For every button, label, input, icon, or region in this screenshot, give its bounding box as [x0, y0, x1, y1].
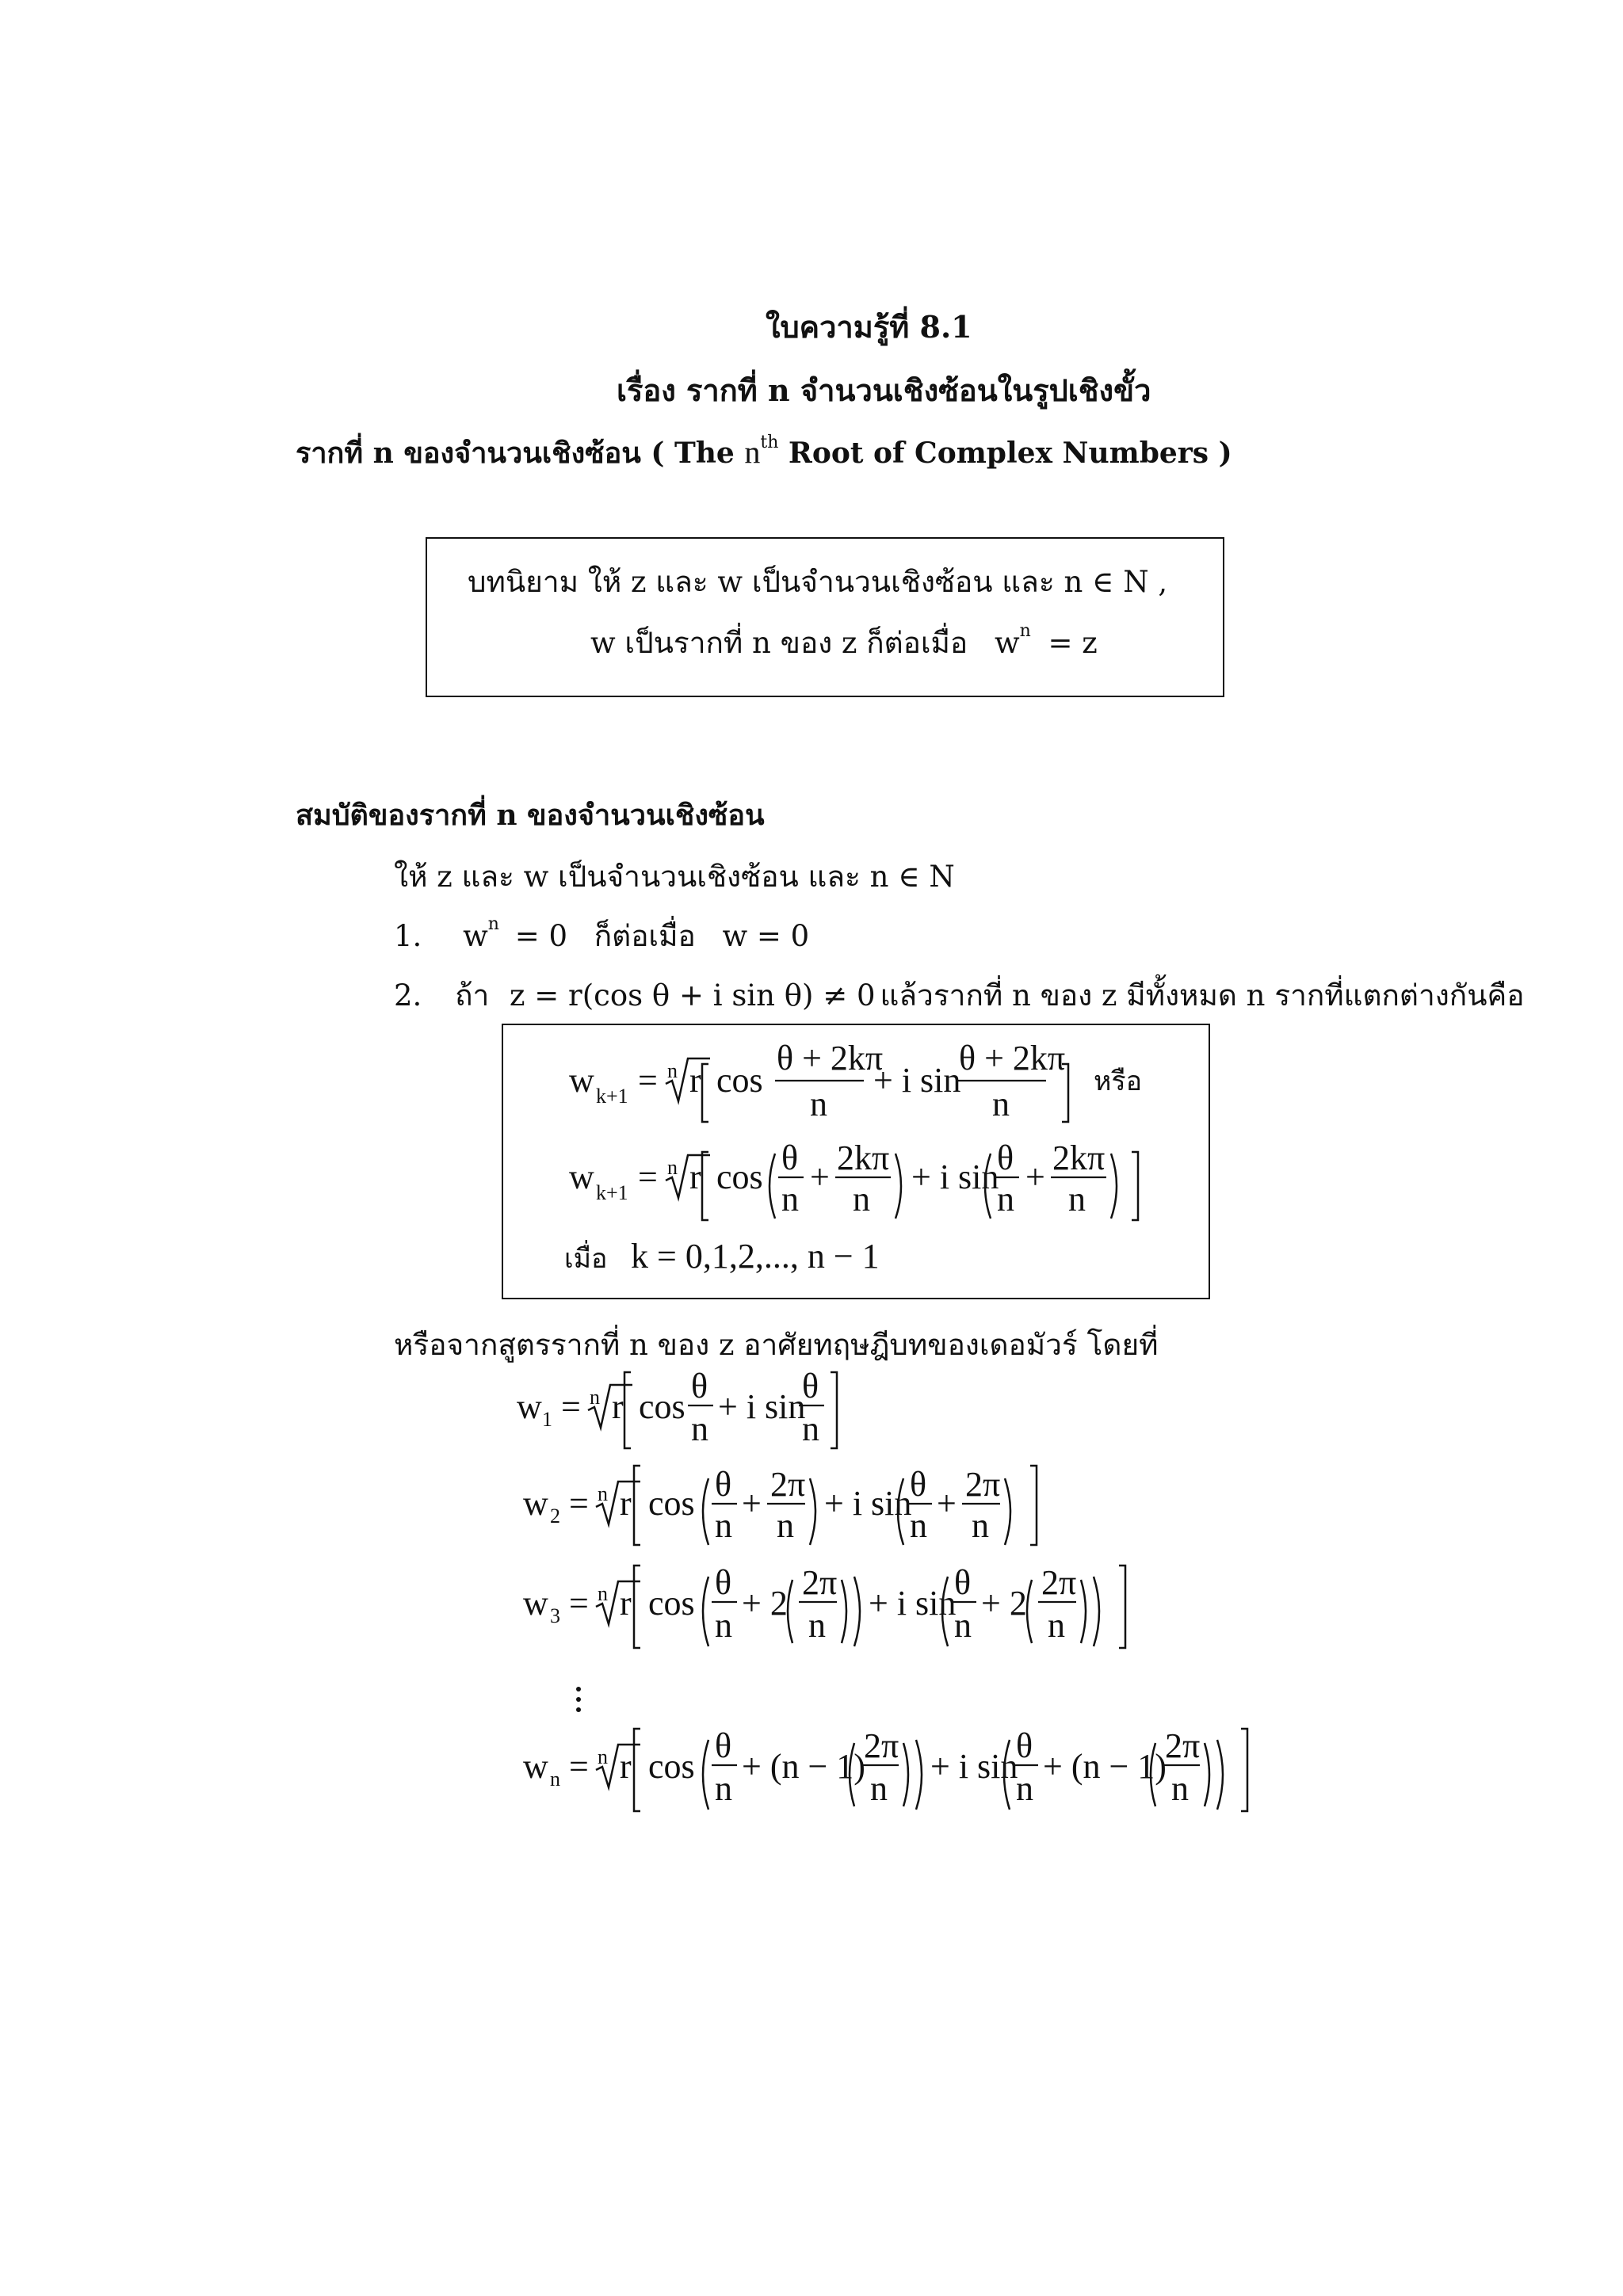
svg-text:n: n: [954, 1606, 972, 1645]
svg-text:+ i sin: + i sin: [911, 1158, 999, 1196]
svg-text:1: 1: [542, 1408, 552, 1431]
svg-text:n: n: [667, 1059, 678, 1082]
section-heading-prefix: รากที่ n ของจำนวนเชิงซ้อน ( The: [296, 437, 745, 470]
svg-text:2π: 2π: [1165, 1726, 1201, 1765]
svg-text:cos: cos: [716, 1158, 763, 1196]
item1-exp: n: [487, 913, 499, 934]
item2-number: 2.: [394, 978, 422, 1013]
svg-text:θ + 2kπ: θ + 2kπ: [959, 1039, 1066, 1077]
svg-text:2π: 2π: [802, 1563, 838, 1602]
svg-text:r: r: [689, 1061, 701, 1100]
svg-text:n: n: [870, 1769, 888, 1808]
svg-text:=: =: [561, 1387, 581, 1426]
svg-text:n: n: [972, 1506, 989, 1545]
section-heading-n: n: [744, 434, 761, 470]
svg-text:n: n: [1016, 1769, 1033, 1808]
svg-text:2π: 2π: [965, 1465, 1001, 1504]
svg-text:n: n: [598, 1482, 608, 1505]
svg-text:cos: cos: [648, 1584, 695, 1623]
svg-text:k+1: k+1: [596, 1085, 628, 1108]
svg-text:θ: θ: [691, 1367, 708, 1405]
item1-eq: = 0: [514, 919, 567, 953]
svg-text:n: n: [1048, 1606, 1065, 1645]
svg-text:n: n: [910, 1506, 927, 1545]
svg-text:w: w: [523, 1484, 548, 1523]
formula-wk1-polar: [569, 1039, 1142, 1123]
svg-text:2π: 2π: [864, 1726, 899, 1765]
svg-text:=: =: [638, 1158, 658, 1196]
k-range: k = 0,1,2,..., n − 1: [631, 1237, 880, 1276]
svg-text:2π: 2π: [770, 1465, 806, 1504]
item2-then: แล้วรากที่ n ของ z มีทั้งหมด n รากที่แตกต่างกันคือ: [880, 978, 1525, 1013]
svg-text:n: n: [667, 1156, 678, 1179]
item1-w: w: [463, 919, 488, 953]
svg-text:n: n: [810, 1085, 827, 1123]
svg-text:+: +: [937, 1484, 957, 1523]
properties-intro: ให้ z และ w เป็นจำนวนเชิงซ้อน และ n ∈ N: [394, 860, 955, 894]
formula-w1: [517, 1367, 837, 1448]
svg-text:θ + 2kπ: θ + 2kπ: [777, 1039, 884, 1077]
svg-text:θ: θ: [802, 1367, 819, 1405]
item1-cond: ก็ต่อเมื่อ: [594, 919, 696, 953]
svg-text:+: +: [1025, 1158, 1045, 1196]
svg-text:+ (n − 1): + (n − 1): [742, 1747, 865, 1786]
definition-eq: = z: [1048, 626, 1098, 660]
svg-text:cos: cos: [648, 1747, 695, 1786]
svg-text:n: n: [1068, 1180, 1086, 1219]
svg-text:cos: cos: [639, 1387, 685, 1426]
svg-text:+ 2: + 2: [742, 1584, 788, 1623]
svg-text:θ: θ: [910, 1465, 927, 1504]
svg-text:r: r: [620, 1747, 632, 1786]
subject-title: เรื่อง รากที่ n จำนวนเชิงซ้อนในรูปเชิงขั้ว: [617, 372, 1151, 408]
svg-text:θ: θ: [781, 1138, 799, 1177]
svg-text:+ i sin: + i sin: [873, 1061, 961, 1100]
svg-text:n: n: [598, 1582, 608, 1605]
svg-text:θ: θ: [715, 1563, 732, 1602]
svg-text:n: n: [808, 1606, 826, 1645]
svg-text:n: n: [853, 1180, 870, 1219]
formula-w2: [523, 1465, 1037, 1545]
vertical-ellipsis: [576, 1687, 581, 1712]
definition-exp: n: [1019, 620, 1031, 641]
svg-text:θ: θ: [997, 1138, 1014, 1177]
item1-rhs: w = 0: [722, 919, 810, 953]
svg-text:+ i sin: + i sin: [869, 1584, 957, 1623]
de-moivre-line: หรือจากสูตรรากที่ n ของ z อาศัยทฤษฎีบทของเดอมัวร์ โดยที่: [394, 1328, 1159, 1362]
svg-text:θ: θ: [954, 1563, 972, 1602]
svg-text:n: n: [691, 1409, 708, 1448]
svg-text:n: n: [777, 1506, 794, 1545]
formula-wk1-expanded: [569, 1138, 1138, 1220]
svg-text:w: w: [569, 1061, 594, 1100]
section-heading-suffix: Root of Complex Numbers ): [778, 437, 1232, 470]
svg-text:n: n: [598, 1745, 608, 1768]
svg-text:n: n: [997, 1180, 1014, 1219]
svg-text:n: n: [550, 1768, 560, 1791]
item2-if: ถ้า: [455, 978, 490, 1013]
svg-text:w: w: [569, 1158, 594, 1196]
svg-text:w: w: [523, 1747, 548, 1786]
properties-heading: สมบัติของรากที่ n ของจำนวนเชิงซ้อน: [296, 799, 765, 832]
svg-text:cos: cos: [648, 1484, 695, 1523]
svg-text:n: n: [802, 1409, 819, 1448]
svg-text:+ 2: + 2: [981, 1584, 1027, 1623]
svg-text:w: w: [517, 1387, 542, 1426]
svg-text:θ: θ: [1016, 1726, 1033, 1765]
svg-text:w: w: [523, 1584, 548, 1623]
svg-text:+ i sin: + i sin: [718, 1387, 806, 1426]
svg-text:2kπ: 2kπ: [1052, 1138, 1106, 1177]
svg-text:+: +: [810, 1158, 830, 1196]
svg-text:n: n: [1171, 1769, 1189, 1808]
svg-text:cos: cos: [716, 1061, 763, 1100]
item2-expr: z = r(cos θ + i sin θ) ≠ 0: [510, 978, 876, 1013]
svg-text:2π: 2π: [1041, 1563, 1077, 1602]
svg-text:n: n: [590, 1386, 600, 1409]
svg-text:=: =: [569, 1484, 589, 1523]
svg-text:n: n: [715, 1769, 732, 1808]
svg-text:k+1: k+1: [596, 1181, 628, 1204]
formula-w3: [523, 1563, 1125, 1648]
svg-text:n: n: [715, 1506, 732, 1545]
svg-text:=: =: [569, 1747, 589, 1786]
svg-text:r: r: [620, 1484, 632, 1523]
svg-text:n: n: [992, 1085, 1010, 1123]
svg-text:r: r: [620, 1584, 632, 1623]
svg-text:r: r: [689, 1158, 701, 1196]
svg-text:2: 2: [550, 1505, 560, 1527]
svg-text:2kπ: 2kπ: [837, 1138, 890, 1177]
svg-text:+ (n − 1): + (n − 1): [1043, 1747, 1167, 1786]
svg-text:+ i sin: + i sin: [824, 1484, 912, 1523]
formula-wn: [523, 1726, 1247, 1811]
svg-text:+ i sin: + i sin: [930, 1747, 1018, 1786]
svg-text:θ: θ: [715, 1465, 732, 1504]
or-word: หรือ: [1094, 1066, 1143, 1097]
definition-line-1: บทนิยาม ให้ z และ w เป็นจำนวนเชิงซ้อน และ n ∈ N ,: [468, 565, 1168, 599]
when-word: เมื่อ: [564, 1243, 608, 1275]
item1-number: 1.: [394, 919, 422, 953]
svg-text:r: r: [612, 1387, 624, 1426]
svg-text:n: n: [781, 1180, 799, 1219]
svg-text:n: n: [715, 1606, 732, 1645]
svg-text:3: 3: [550, 1604, 560, 1627]
svg-text:θ: θ: [715, 1726, 732, 1765]
section-heading-th: th: [760, 433, 779, 452]
svg-text:=: =: [569, 1584, 589, 1623]
sheet-title: ใบความรู้ที่ 8.1: [766, 309, 972, 345]
definition-line-2-text: w เป็นรากที่ n ของ z ก็ต่อเมื่อ: [590, 626, 968, 660]
definition-w: w: [994, 626, 1020, 660]
svg-text:=: =: [638, 1061, 658, 1100]
svg-text:+: +: [742, 1484, 762, 1523]
